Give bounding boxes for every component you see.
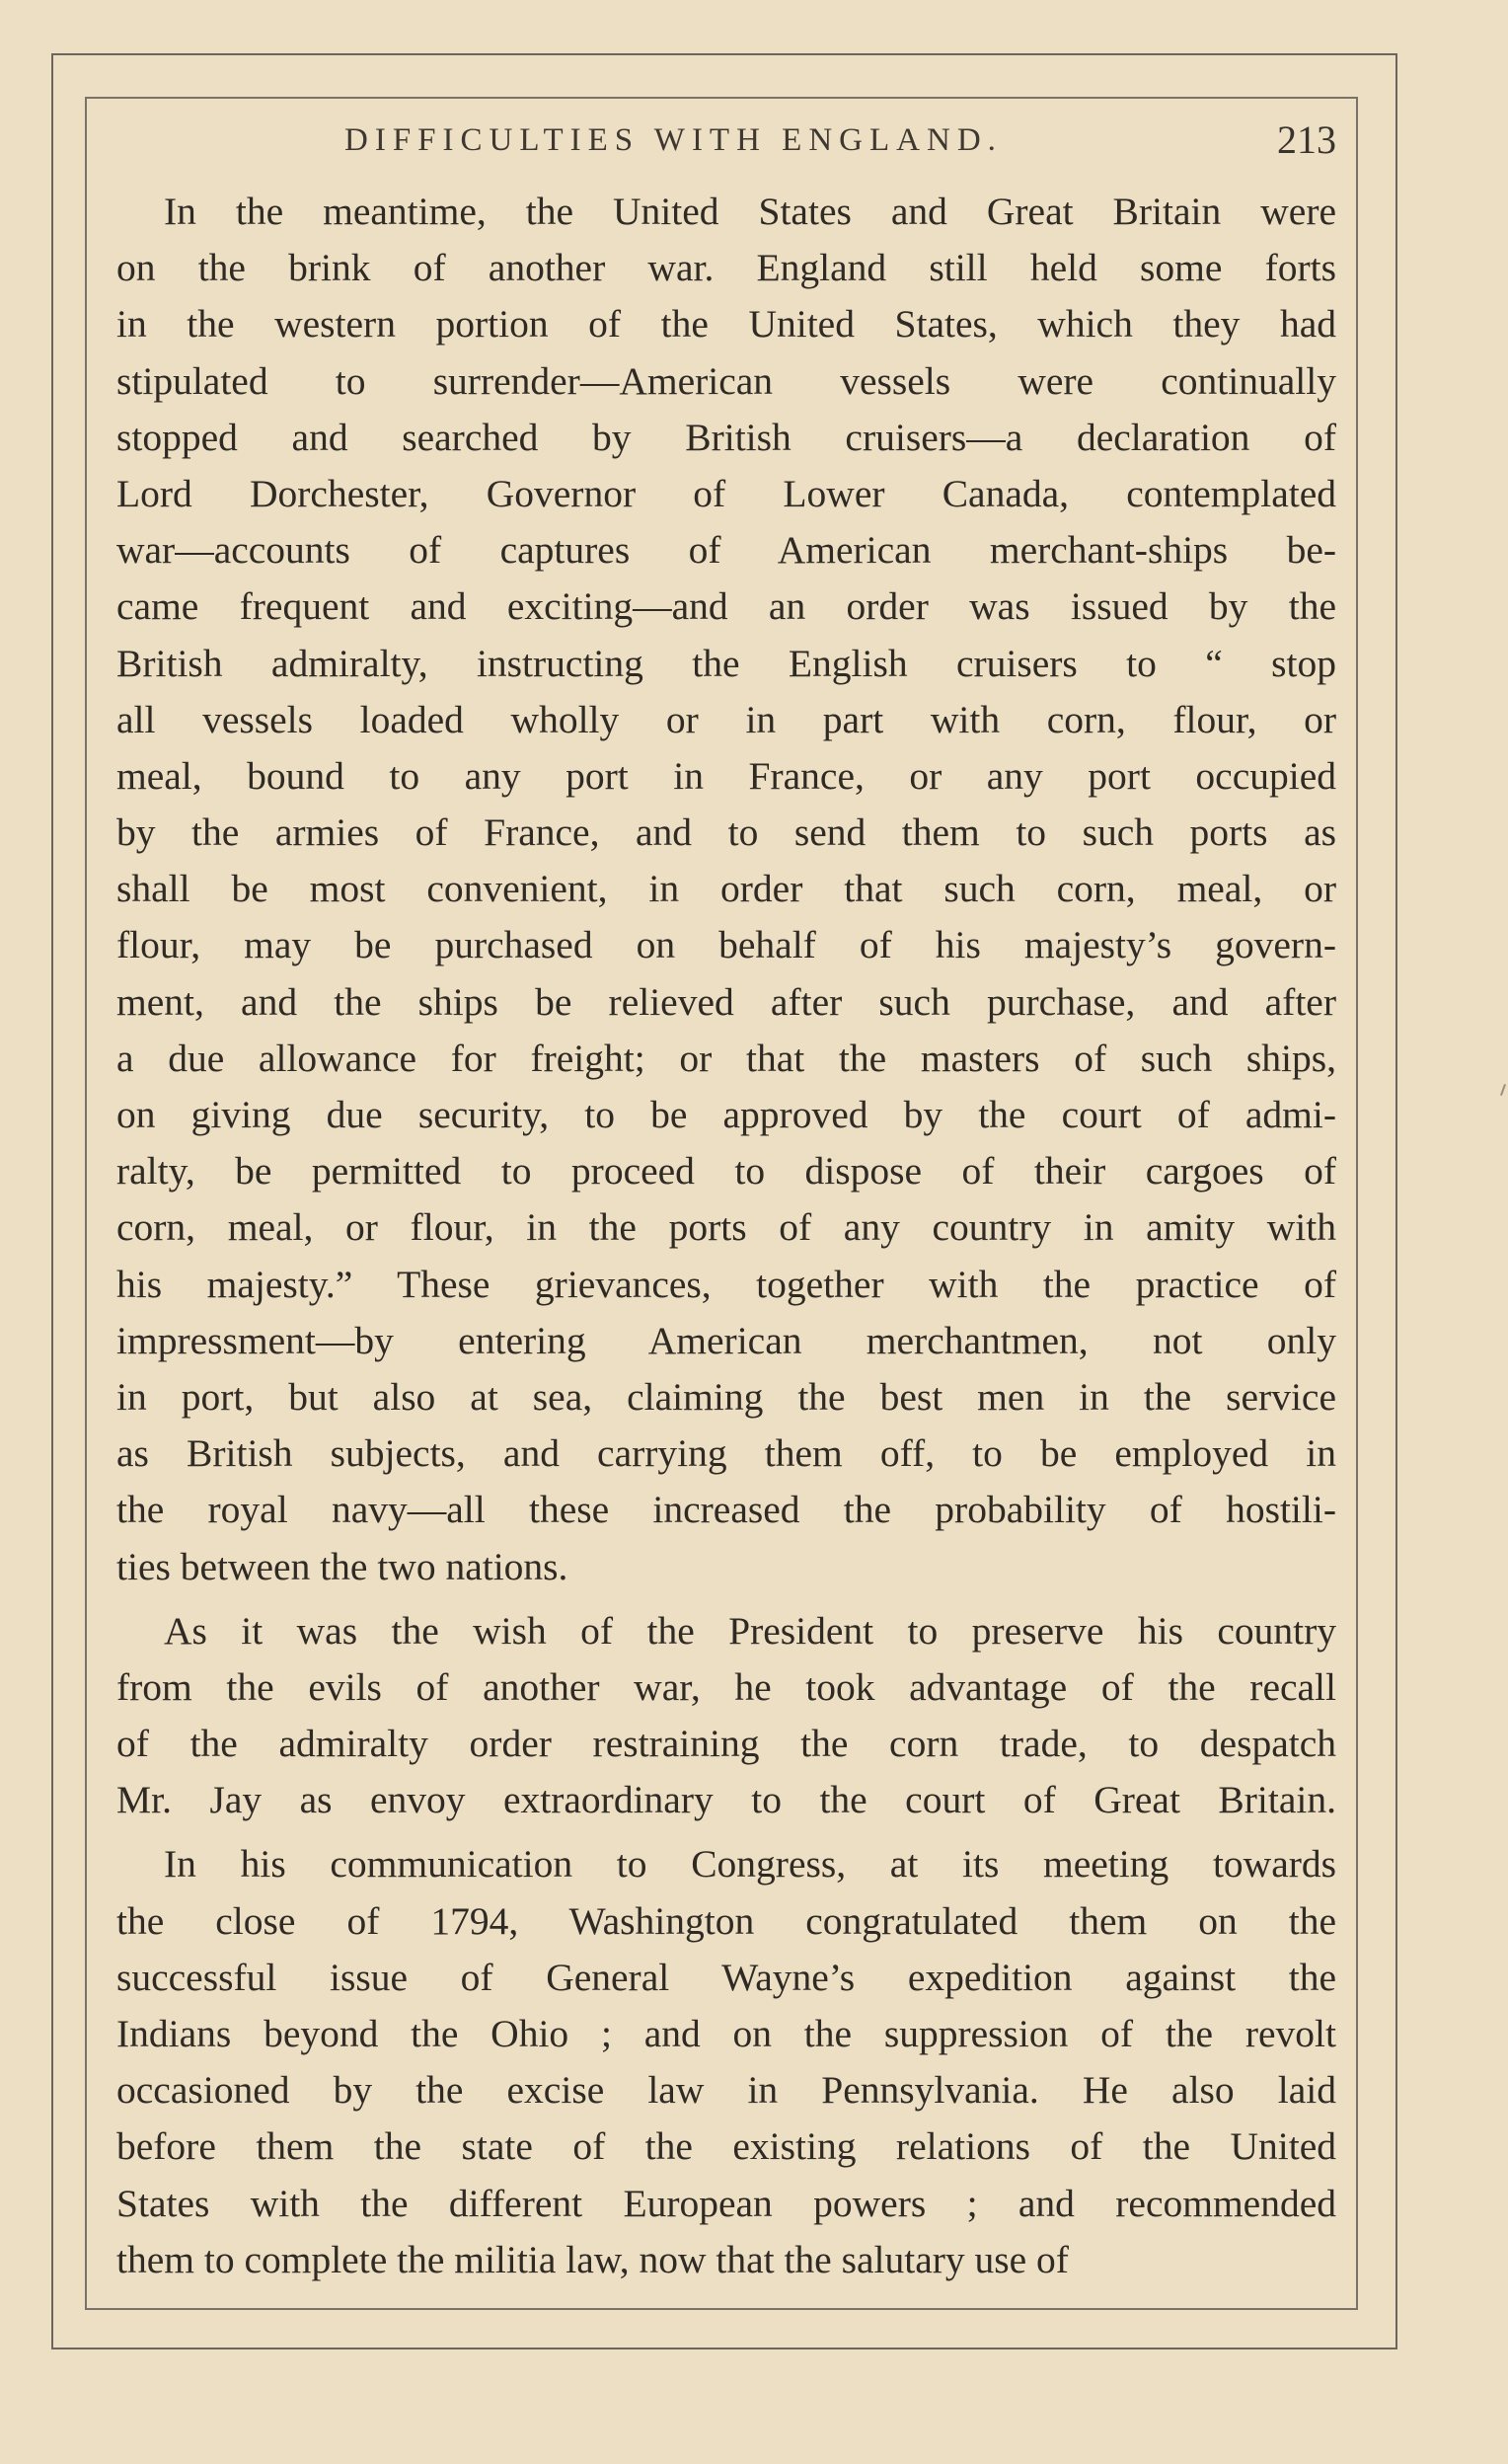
text-line: stipulated to surrender—American vessels were continually bbox=[116, 358, 1336, 403]
margin-pencil-mark bbox=[1500, 1084, 1506, 1096]
text-line: successful issue of General Wayne’s expedition against the bbox=[116, 1955, 1336, 1999]
text-line: States with the different European powers ; and recommended bbox=[116, 2181, 1336, 2225]
paragraph-gap bbox=[116, 1828, 1336, 1836]
text-line: the close of 1794, Washington congratulated them on the bbox=[116, 1898, 1336, 1943]
text-line: flour, may be purchased on behalf of his majesty’s govern- bbox=[116, 923, 1336, 967]
text-line: Mr. Jay as envoy extraordinary to the court of Great Britain. bbox=[116, 1778, 1336, 1822]
text-line: as British subjects, and carrying them off, to be employed in bbox=[116, 1431, 1336, 1476]
body-text bbox=[116, 184, 1336, 2288]
text-line: shall be most convenient, in order that such corn, meal, or bbox=[116, 867, 1336, 911]
paragraph-3 bbox=[116, 1836, 1336, 2288]
running-title: DIFFICULTIES WITH ENGLAND. bbox=[344, 122, 1003, 158]
text-line: impressment—by entering American merchantmen, not only bbox=[116, 1318, 1336, 1362]
text-line: In the meantime, the United States and Great Britain were bbox=[164, 190, 1336, 233]
text-line: ment, and the ships be relieved after such purchase, and after bbox=[116, 979, 1336, 1024]
text-line: before them the state of the existing relations of the United bbox=[116, 2124, 1336, 2169]
text-line: on giving due security, to be approved by the court of admi- bbox=[116, 1093, 1336, 1136]
text-line: the royal navy—all these increased the probability of hostili- bbox=[116, 1488, 1336, 1532]
text-line: occasioned by the excise law in Pennsylvania. He also laid bbox=[116, 2068, 1336, 2113]
text-line: in the western portion of the United States, which they had bbox=[116, 302, 1336, 346]
text-line: ralty, be permitted to proceed to dispose of their cargoes of bbox=[116, 1149, 1336, 1194]
paragraph-1 bbox=[116, 184, 1336, 1595]
text-line: came frequent and exciting—and an order was issued by the bbox=[116, 584, 1336, 629]
page-number: 213 bbox=[1277, 117, 1336, 162]
text-line: a due allowance for freight; or that the masters of such ships, bbox=[116, 1036, 1336, 1080]
text-line: In his communication to Congress, at its meeting towards bbox=[164, 1842, 1336, 1886]
text-line: all vessels loaded wholly or in part with corn, flour, or bbox=[116, 697, 1336, 741]
text-line: Indians beyond the Ohio ; and on the suppression of the revolt bbox=[116, 2012, 1336, 2055]
text-line: As it was the wish of the President to preserve his country bbox=[164, 1608, 1336, 1653]
text-line: Lord Dorchester, Governor of Lower Canada, contemplated bbox=[116, 471, 1336, 515]
paragraph-gap bbox=[116, 1595, 1336, 1603]
text-line: British admiralty, instructing the English cruisers to “ stop bbox=[116, 641, 1336, 685]
text-line: from the evils of another war, he took advantage of the recall bbox=[116, 1664, 1336, 1709]
text-line: by the armies of France, and to send them to such ports as bbox=[116, 810, 1336, 855]
text-line: corn, meal, or flour, in the ports of any country in amity with bbox=[116, 1205, 1336, 1250]
text-line: his majesty.” These grievances, together with the practice of bbox=[116, 1262, 1336, 1306]
text-line: meal, bound to any port in France, or any port occupied bbox=[116, 753, 1336, 798]
text-line: them to complete the militia law, now that the salutary use of bbox=[116, 2237, 1069, 2281]
text-line: in port, but also at sea, claiming the best men in the service bbox=[116, 1374, 1336, 1419]
text-line: war—accounts of captures of American merchant-ships be- bbox=[116, 528, 1336, 573]
text-line: ties between the two nations. bbox=[116, 1544, 568, 1588]
paragraph-2 bbox=[116, 1603, 1336, 1829]
page-header bbox=[116, 116, 1336, 176]
text-line: on the brink of another war. England still held some forts bbox=[116, 246, 1336, 290]
text-line: stopped and searched by British cruisers—a declaration of bbox=[116, 415, 1336, 459]
text-line: of the admiralty order restraining the corn trade, to despatch bbox=[116, 1722, 1336, 1766]
